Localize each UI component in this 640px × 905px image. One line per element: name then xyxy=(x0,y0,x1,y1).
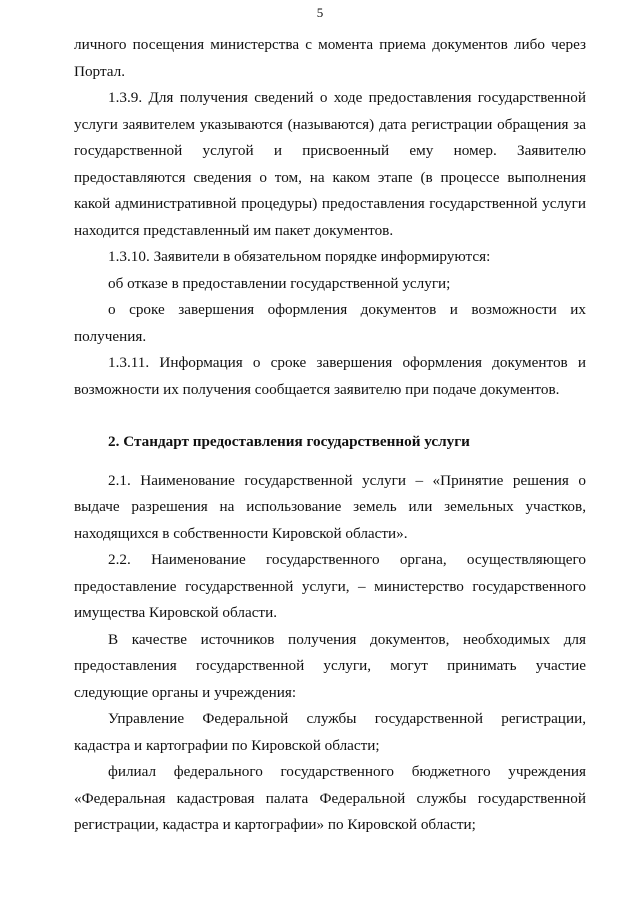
paragraph-deadline-info: о сроке завершения оформления документов и возможности их получения. xyxy=(74,301,586,345)
paragraph-document-sources: В качестве источников получения документов, необходимых для предоставления государственной услуги, могут принимать участие следующие органы и учреждения: xyxy=(74,630,586,701)
page-number: 5 xyxy=(316,5,324,20)
paragraph-rosreestr-office: Управление Федеральной службы государственной регистрации, кадастра и картографии по Кировской области; xyxy=(74,710,586,754)
paragraph-refusal-info: об отказе в предоставлении государственной услуги; xyxy=(108,274,451,292)
paragraph-cadastral-chamber: филиал федерального государственного бюджетного учреждения «Федеральная кадастровая палата Федеральной службы государственной регистрации, кадастра и картографии» по Кировской области; xyxy=(74,763,586,833)
document-body xyxy=(74,32,586,839)
section-heading: 2. Стандарт предоставления государственной услуги xyxy=(108,433,470,450)
paragraph-continuation: личного посещения министерства с момента приема документов либо через Портал. xyxy=(74,36,586,80)
paragraph-1-3-9: 1.3.9. Для получения сведений о ходе предоставления государственной услуги заявителем указываются (называются) дата регистрации обращения за государственной услугой и присвоенный ему номер. Заявителю предоставляются сведения о том, на каком этапе (в процессе выполнения какой административной процедуры) предоставления государственной услуги находится представленный им пакет документов. xyxy=(74,89,586,239)
paragraph-2-1: 2.1. Наименование государственной услуги – «Принятие решения о выдаче разрешения на использование земель или земельных участков, находящихся в собственности Кировской области». xyxy=(74,471,586,542)
paragraph-1-3-11: 1.3.11. Информация о сроке завершения оформления документов и возможности их получения сообщается заявителю при подаче документов. xyxy=(74,354,586,398)
paragraph-1-3-10: 1.3.10. Заявители в обязательном порядке информируются: xyxy=(108,248,491,265)
paragraph-2-2: 2.2. Наименование государственного органа, осуществляющего предоставление государственной услуги, – министерство государственного имущества Кировской области. xyxy=(74,551,586,621)
